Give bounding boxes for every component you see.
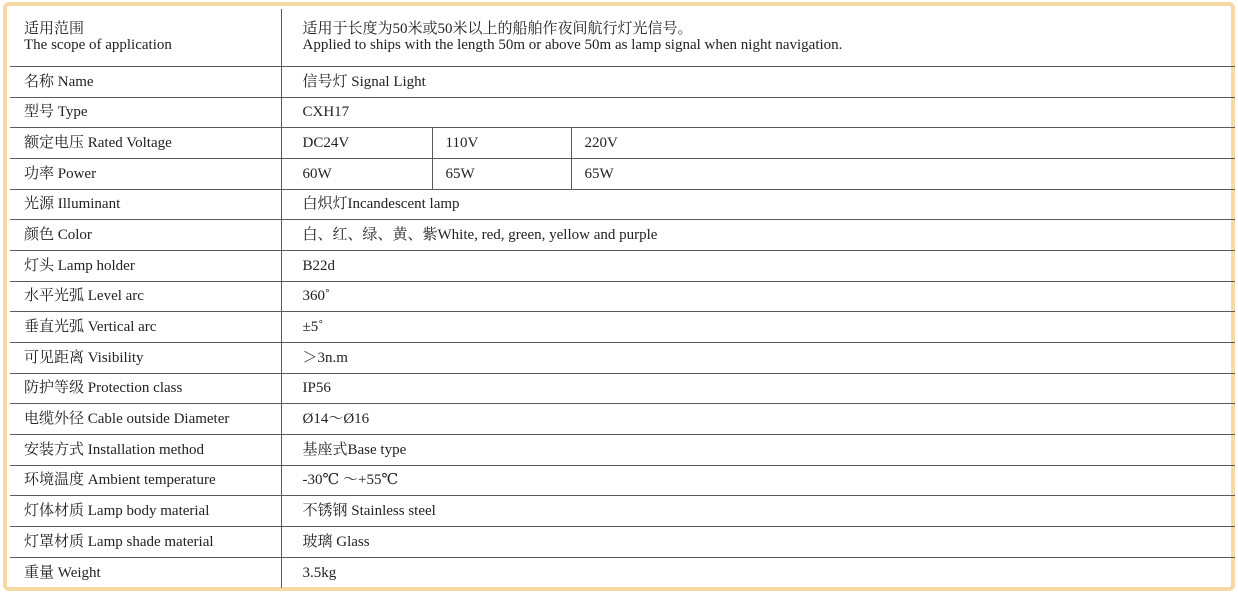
row-value: 信号灯 Signal Light (281, 66, 1235, 97)
table-row (10, 373, 1235, 404)
row-label: 灯罩材质 Lamp shade material (10, 526, 281, 557)
row-label: 光源 Illuminant (10, 189, 281, 220)
row-value: 360˚ (281, 281, 1235, 312)
row-value-c: 220V (571, 128, 1235, 159)
row-value: IP56 (281, 373, 1235, 404)
row-label: 灯头 Lamp holder (10, 250, 281, 281)
table-row (10, 342, 1235, 373)
table-row (10, 281, 1235, 312)
scope-value-en: Applied to ships with the length 50m or above 50m as lamp signal when night navigation. (302, 37, 843, 54)
row-value: 3.5kg (281, 557, 1235, 588)
row-label: 功率 Power (10, 158, 281, 189)
table-row (10, 128, 1235, 159)
table-row (10, 465, 1235, 496)
table-row (10, 434, 1235, 465)
row-value: ±5˚ (281, 312, 1235, 343)
row-label: 水平光弧 Level arc (10, 281, 281, 312)
row-value: -30℃ ～+55℃ (281, 465, 1235, 496)
row-label: 环境温度 Ambient temperature (10, 465, 281, 496)
table-row (10, 312, 1235, 343)
row-label: 颜色 Color (10, 220, 281, 251)
row-label: 垂直光弧 Vertical arc (10, 312, 281, 343)
table-row (10, 404, 1235, 435)
row-value-b: 110V (432, 128, 571, 159)
row-value: CXH17 (281, 97, 1235, 128)
table-row (10, 557, 1235, 588)
row-value: 白、红、绿、黄、紫White, red, green, yellow and purple (281, 220, 1235, 251)
row-value: B22d (281, 250, 1235, 281)
table-row (10, 189, 1235, 220)
row-label: 安装方式 Installation method (10, 434, 281, 465)
row-value-a: 60W (281, 158, 432, 189)
table-row (10, 97, 1235, 128)
scope-label-en: The scope of application (24, 37, 172, 54)
scope-value-cn: 适用于长度为50米或50米以上的船舶作夜间航行灯光信号。 (302, 21, 693, 38)
scope-label-cell (10, 9, 281, 66)
table-row (10, 66, 1235, 97)
row-value-a: DC24V (281, 128, 432, 159)
row-value: Ø14～Ø16 (281, 404, 1235, 435)
scope-label-cn: 适用范围 (24, 21, 85, 38)
row-label: 重量 Weight (10, 557, 281, 588)
spec-table (10, 9, 1235, 588)
table-row (10, 526, 1235, 557)
table-row-scope (10, 9, 1235, 66)
table-row (10, 250, 1235, 281)
row-value: ＞3n.m (281, 342, 1235, 373)
row-label: 电缆外径 Cable outside Diameter (10, 404, 281, 435)
row-value: 不锈钢 Stainless steel (281, 496, 1235, 527)
row-label: 防护等级 Protection class (10, 373, 281, 404)
scope-value-cell (281, 9, 1235, 66)
row-label: 型号 Type (10, 97, 281, 128)
table-row (10, 220, 1235, 251)
row-value-b: 65W (432, 158, 571, 189)
row-label: 名称 Name (10, 66, 281, 97)
row-label: 灯体材质 Lamp body material (10, 496, 281, 527)
row-value: 白炽灯Incandescent lamp (281, 189, 1235, 220)
row-label: 额定电压 Rated Voltage (10, 128, 281, 159)
row-label: 可见距离 Visibility (10, 342, 281, 373)
row-value-c: 65W (571, 158, 1235, 189)
table-row (10, 496, 1235, 527)
row-value: 玻璃 Glass (281, 526, 1235, 557)
table-row (10, 158, 1235, 189)
row-value: 基座式Base type (281, 434, 1235, 465)
